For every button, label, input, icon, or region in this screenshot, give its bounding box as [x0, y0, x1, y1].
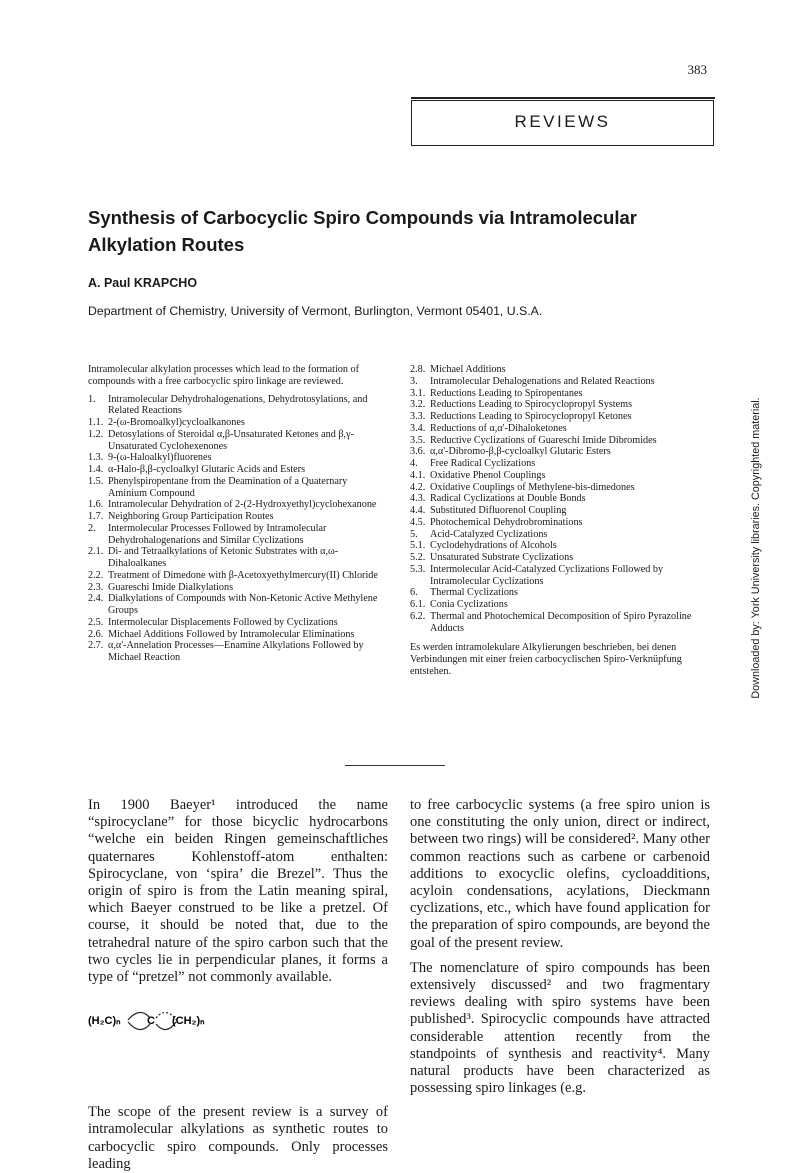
toc-entry-text: Intermolecular Processes Followed by Intramolecular Dehydrohalogenations and Similar Cyclizations	[108, 522, 327, 546]
toc-entry	[410, 482, 715, 494]
toc-entry-text: Radical Cyclizations at Double Bonds	[430, 493, 586, 505]
toc-right-column	[410, 364, 715, 678]
body-paragraph: The scope of the present review is a survey of intramolecular alkylations as synthetic routes to carbocyclic spiro compounds. Only processes leading	[88, 1104, 388, 1172]
toc-entry-number: 2.4.	[88, 593, 104, 605]
toc-entry-text: Oxidative Phenol Couplings	[430, 469, 546, 481]
toc-right-list	[410, 364, 715, 634]
section-box	[411, 100, 714, 146]
toc-entry-text: Intermolecular Acid-Catalyzed Cyclizations Followed by Intramolecular Cyclizations	[430, 563, 664, 587]
toc-entry	[410, 552, 715, 564]
abstract-english: Intramolecular alkylation processes which lead to the formation of compounds with a free carbocyclic spiro linkage are reviewed.	[88, 364, 360, 387]
body-paragraph: The nomenclature of spiro compounds has been extensively discussed² and two fragmentary reviews dealing with spiro systems have been published³. Spirocyclic compounds have attracted considerable attention recently from the standpoints of synthesis and reactivity⁴. Many natural products have been characterized as possessing spiro linkages (e.g.	[410, 959, 710, 1097]
toc-entry	[88, 546, 388, 570]
toc-entry-text: Cyclodehydrations of Alcohols	[430, 540, 557, 552]
toc-entry-text: Michael Additions	[430, 364, 506, 375]
toc-entry-text: Reductions of α,α'-Dihaloketones	[430, 422, 567, 434]
body-paragraph: to free carbocyclic systems (a free spiro union is one constituting the only union, direct or indirect, between two rings) will be considered². Many other common reactions such as carbene or carbenoid additions to exocyclic olefins, cycloadditions, acyloin condensations, acylations, Dieckmann cyclizations, etc., which have found application for the preparation of spiro compounds, are beyond the goal of the present review.	[410, 797, 710, 951]
download-notice	[750, 398, 772, 698]
toc-entry-number: 1.6.	[88, 499, 104, 511]
toc-entry-number: 2.2.	[88, 569, 104, 581]
toc-entry-number: 1.	[88, 393, 96, 405]
toc-entry-text: Reductions Leading to Spirocyclopropyl Ketones	[430, 411, 632, 422]
toc-left-list	[88, 394, 388, 664]
toc-entry-number: 2.7.	[88, 640, 104, 652]
toc-entry-number: 1.5.	[88, 475, 104, 487]
toc-entry-number: 2.	[88, 522, 96, 534]
toc-entry-text: α,α'-Dibromo-β,β-cycloalkyl Glutaric Esters	[430, 446, 611, 458]
toc-entry	[88, 429, 388, 453]
toc-entry	[410, 388, 715, 400]
toc-entry-text: Detosylations of Steroidal α,β-Unsaturated Ketones and β,γ-Unsaturated Cyclohexenones	[108, 428, 354, 452]
toc-entry	[88, 617, 388, 629]
toc-entry-number: 3.6.	[410, 446, 426, 458]
toc-entry	[410, 458, 715, 470]
toc-entry	[88, 523, 388, 547]
toc-entry-text: Intramolecular Dehydrohalogenations, Dehydrotosylations, and Related Reactions	[108, 393, 368, 417]
toc-entry	[410, 446, 715, 458]
toc-entry-number: 5.	[410, 528, 418, 540]
toc-entry	[88, 511, 388, 523]
header-rule	[411, 97, 715, 99]
toc-entry-number: 4.2.	[410, 481, 426, 493]
abstract-german: Es werden intramolekulare Alkylierungen beschrieben, bei denen Verbindungen mit einer freien carbocyclischen Spiro-Verknüpfung entstehen.	[410, 642, 682, 677]
toc-entry	[88, 582, 388, 594]
spiro-formula-drawing	[88, 1000, 238, 1040]
toc-entry-text: α-Halo-β,β-cycloalkyl Glutaric Acids and Esters	[108, 464, 306, 475]
toc-entry-number: 1.2.	[88, 428, 104, 440]
toc-entry-text: Acid-Catalyzed Cyclizations	[430, 528, 548, 540]
toc-entry	[410, 564, 715, 588]
toc-entry-number: 5.2.	[410, 552, 426, 563]
toc-entry-number: 2.8.	[410, 364, 426, 375]
toc-entry-number: 2.1.	[88, 546, 104, 558]
toc-entry	[410, 470, 715, 482]
toc-entry-text: Intermolecular Displacements Followed by Cyclizations	[108, 616, 338, 628]
section-label: REVIEWS	[514, 112, 611, 131]
toc-entry-text: Reductive Cyclizations of Guareschi Imide Dibromides	[430, 434, 657, 446]
toc-entry-text: Treatment of Dimedone with β-Acetoxyethylmercury(II) Chloride	[108, 569, 378, 581]
toc-entry-text: Neighboring Group Participation Routes	[108, 511, 274, 522]
toc-entry	[410, 517, 715, 529]
section-separator	[345, 765, 445, 766]
formula-center-label: C	[147, 1015, 155, 1028]
toc-entry	[88, 593, 388, 617]
toc-left-column	[88, 364, 388, 664]
toc-entry-text: Conia Cyclizations	[430, 599, 508, 610]
toc-entry	[410, 423, 715, 435]
toc-entry-text: Phenylspiropentane from the Deamination of a Quaternary Aminium Compound	[108, 475, 348, 499]
toc-entry-text: Michael Additions Followed by Intramolecular Eliminations	[108, 628, 355, 640]
toc-entry-number: 4.5.	[410, 516, 426, 528]
toc-entry-number: 4.1.	[410, 469, 426, 481]
toc-entry-text: Photochemical Dehydrobrominations	[430, 516, 583, 528]
toc-entry	[410, 611, 715, 635]
formula-right-label: (CH₂)ₙ	[172, 1015, 205, 1028]
toc-entry-text: Free Radical Cyclizations	[430, 458, 536, 469]
toc-entry-text: Di- and Tetraalkylations of Ketonic Substrates with α,ω-Dihaloalkanes	[108, 546, 339, 569]
toc-entry	[410, 435, 715, 447]
toc-entry-text: Substituted Difluorenol Coupling	[430, 505, 567, 516]
toc-entry-number: 3.1.	[410, 387, 426, 399]
toc-entry	[88, 629, 388, 641]
toc-entry-text: 9-(ω-Haloalkyl)fluorenes	[108, 452, 212, 464]
toc-entry	[88, 640, 388, 664]
toc-entry-text: Thermal Cyclizations	[430, 587, 518, 599]
toc-entry-text: Reductions Leading to Spiropentanes	[430, 387, 583, 399]
toc-entry	[410, 505, 715, 517]
toc-entry	[88, 394, 388, 418]
toc-entry-number: 4.	[410, 458, 418, 469]
download-notice-text: Downloaded by: York University libraries. Copyrighted material.	[750, 397, 762, 699]
toc-entry	[410, 399, 715, 411]
toc-entry-number: 2.3.	[88, 581, 104, 593]
toc-entry-text: Unsaturated Substrate Cyclizations	[430, 552, 574, 563]
toc-entry	[410, 376, 715, 388]
toc-entry	[410, 493, 715, 505]
toc-entry	[410, 411, 715, 423]
spiro-formula	[88, 986, 388, 1104]
toc-entry-number: 3.4.	[410, 422, 426, 434]
toc-entry	[88, 417, 388, 429]
toc-entry-number: 3.	[410, 375, 418, 387]
toc-entry-text: 2-(ω-Bromoalkyl)cycloalkanones	[108, 417, 245, 428]
toc-entry-number: 1.3.	[88, 452, 104, 464]
page-number: 383	[687, 62, 707, 77]
toc-entry	[88, 476, 388, 500]
body-paragraph: In 1900 Baeyer¹ introduced the name “spirocyclane” for those bicyclic hydrocarbons “welche ein beiden Ringen gemeinschaftliches quaternares Kohlenstoff-atom enthalten: Spirocyclane, von ‘spira’ die Brezel”. Thus the origin of spiro is from the Latin meaning spiral, which Baeyer construed to be like a pretzel. Of course, it should be noted that, due to the tetrahedral nature of the spiro carbon such that the two cycles lie in perpendicular planes, it forms a type of “pretzel” not commonly available.	[88, 797, 388, 986]
toc-entry-text: Oxidative Couplings of Methylene-bis-dimedones	[430, 481, 635, 493]
toc-entry-text: Intramolecular Dehalogenations and Related Reactions	[430, 375, 655, 387]
body-right-column	[410, 797, 710, 1097]
toc-entry-text: Guareschi Imide Dialkylations	[108, 581, 234, 593]
toc-entry	[88, 464, 388, 476]
toc-entry-text: Intramolecular Dehydration of 2-(2-Hydroxyethyl)cyclohexanone	[108, 499, 377, 511]
toc-entry-number: 1.7.	[88, 511, 104, 522]
toc-entry-number: 6.1.	[410, 599, 426, 610]
toc-entry-number: 1.1.	[88, 417, 104, 428]
toc-entry-number: 4.4.	[410, 505, 426, 516]
toc-entry-number: 1.4.	[88, 464, 104, 475]
toc-entry-number: 4.3.	[410, 493, 426, 505]
toc-entry-number: 5.1.	[410, 540, 426, 552]
toc-entry-number: 2.5.	[88, 616, 104, 628]
toc-entry	[410, 364, 715, 376]
toc-entry-number: 3.3.	[410, 411, 426, 422]
toc-entry	[88, 499, 388, 511]
toc-entry	[88, 452, 388, 464]
toc-entry	[410, 529, 715, 541]
toc-entry-number: 6.	[410, 587, 418, 599]
toc-entry	[410, 587, 715, 599]
toc-entry-text: Thermal and Photochemical Decomposition of Spiro Pyrazoline Adducts	[430, 610, 692, 634]
toc-entry	[410, 599, 715, 611]
formula-left-label: (H₂C)ₙ	[88, 1015, 121, 1028]
toc-entry-text: α,α'-Annelation Processes—Enamine Alkylations Followed by Michael Reaction	[108, 640, 364, 663]
toc-entry-number: 3.5.	[410, 434, 426, 446]
toc-entry-number: 2.6.	[88, 628, 104, 640]
author-affiliation: Department of Chemistry, University of Vermont, Burlington, Vermont 05401, U.S.A.	[88, 304, 543, 318]
author-name: A. Paul KRAPCHO	[88, 276, 198, 290]
toc-entry-text: Reductions Leading to Spirocyclopropyl Systems	[430, 399, 633, 411]
toc-entry-number: 6.2.	[410, 610, 426, 622]
body-left-column	[88, 797, 388, 1173]
toc-entry	[88, 570, 388, 582]
toc-entry	[410, 540, 715, 552]
toc-entry-number: 3.2.	[410, 399, 426, 411]
toc-entry-number: 5.3.	[410, 563, 426, 575]
toc-entry-text: Dialkylations of Compounds with Non-Ketonic Active Methylene Groups	[108, 593, 378, 616]
article-title: Synthesis of Carbocyclic Spiro Compounds via Intramolecular Alkylation Routes	[88, 207, 637, 255]
